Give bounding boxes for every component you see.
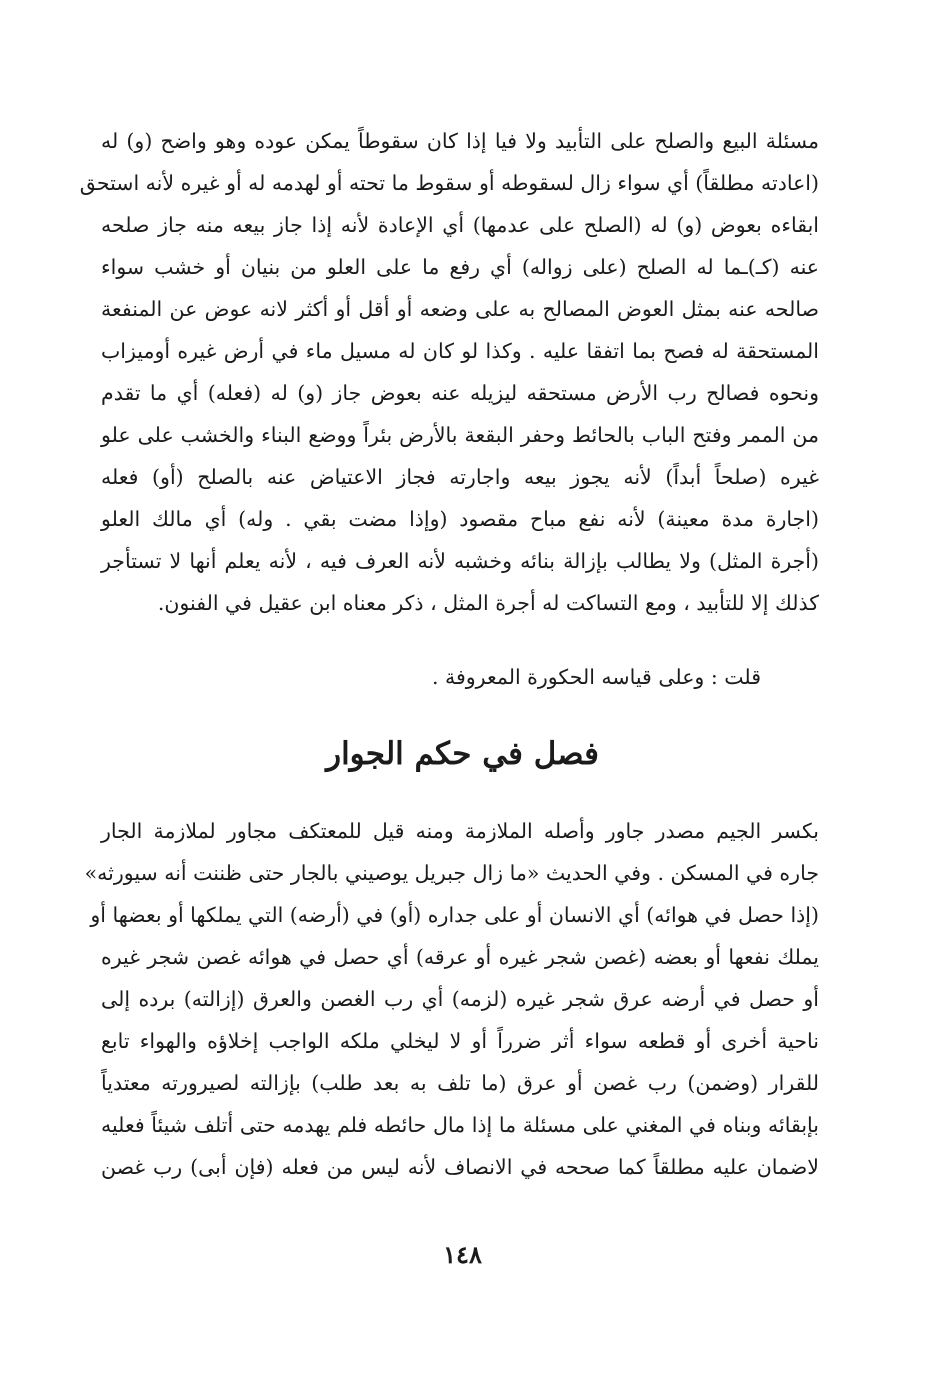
text-line: يملك نفعها أو بعضه (غصن شجر غيره أو عرقه) أي حصل في هوائه غصن شجر غيره xyxy=(101,945,819,969)
text-line: بكسر الجيم مصدر جاور وأصله الملازمة ومنه قيل للمعتكف مجاور لملازمة الجار xyxy=(101,819,819,843)
text-line: بإبقائه وبناه في المغني على مسئلة ما إذا مال حائطه فلم يهدمه حتى أتلف شيئاً فعليه xyxy=(101,1113,819,1137)
text-line: كذلك إلا للتأبيد ، ومع التساكت له أجرة المثل ، ذكر معناه ابن عقيل في الفنون. xyxy=(157,591,819,615)
text-line: (اعادته مطلقاً) أي سواء زال لسقوطه أو سقوط ما تحته أو لهدمه له أو غيره لأنه استحق xyxy=(79,171,819,195)
text-line: مسئلة البيع والصلح على التأبيد ولا فيا إذا كان سقوطاً يمكن عوده وهو واضح (و) له xyxy=(101,129,819,153)
text-line: أو حصل في أرضه عرق شجر غيره (لزمه) أي رب الغصن والعرق (إزالته) برده إلى xyxy=(101,987,819,1011)
text-line: عنه (كـ)ـما له الصلح (على زواله) أي رفع ما على العلو من بنيان أو خشب سواء xyxy=(101,255,819,279)
text-line: غيره (صلحاً أبداً) لأنه يجوز بيعه واجارته فجاز الاعتياض عنه بالصلح (أو) فعله xyxy=(101,465,819,489)
text-line: جاره في المسكن . وفي الحديث «ما زال جبريل يوصيني بالجار حتى ظننت أنه سيورثه» xyxy=(84,861,819,885)
text-line: ونحوه فصالح رب الأرض مستحقه ليزيله عنه بعوض جاز (و) له (فعله) أي ما تقدم xyxy=(101,381,819,405)
text-line: ابقاءه بعوض (و) له (الصلح على عدمها) أي الإعادة لأنه إذا جاز بيعه منه جاز صلحه xyxy=(101,213,819,237)
text-line: (اجارة مدة معينة) لأنه نفع مباح مقصود (وإذا مضت بقي . وله) أي مالك العلو xyxy=(101,507,819,531)
page-number: ١٤٨ xyxy=(443,1240,482,1269)
text-line: ناحية أخرى أو قطعه سواء أثر ضرراً أو لا ليخلي ملكه الواجب إخلاؤه والهواء تابع xyxy=(101,1029,819,1053)
author-note: قلت : وعلى قياسه الحكورة المعروفة . xyxy=(431,665,761,689)
text-line: (إذا حصل في هوائه) أي الانسان أو على جداره (أو) في (أرضه) التي يملكها أو بعضها أو xyxy=(90,903,819,927)
text-line: صالحه عنه بمثل العوض المصالح به على وضعه أو أقل أو أكثر لانه عوض عن المنفعة xyxy=(101,297,819,321)
text-line: من الممر وفتح الباب بالحائط وحفر البقعة بالأرض بئراً ووضع البناء والخشب على علو xyxy=(101,423,819,447)
text-line: للقرار (وضمن) رب غصن أو عرق (ما تلف به بعد طلب) بإزالته لصيرورته معتدياً xyxy=(101,1071,819,1095)
text-line: لاضمان عليه مطلقاً كما صححه في الانصاف لأنه ليس من فعله (فإن أبى) رب غصن xyxy=(101,1155,819,1179)
section-heading: فصل في حكم الجوار xyxy=(326,736,599,772)
text-line: (أجرة المثل) ولا يطالب بإزالة بنائه وخشبه لأنه العرف فيه ، لأنه يعلم أنها لا تستأجر xyxy=(101,549,819,573)
text-line: المستحقة له فصح بما اتفقا عليه . وكذا لو كان له مسيل ماء في أرض غيره أوميزاب xyxy=(101,339,819,363)
